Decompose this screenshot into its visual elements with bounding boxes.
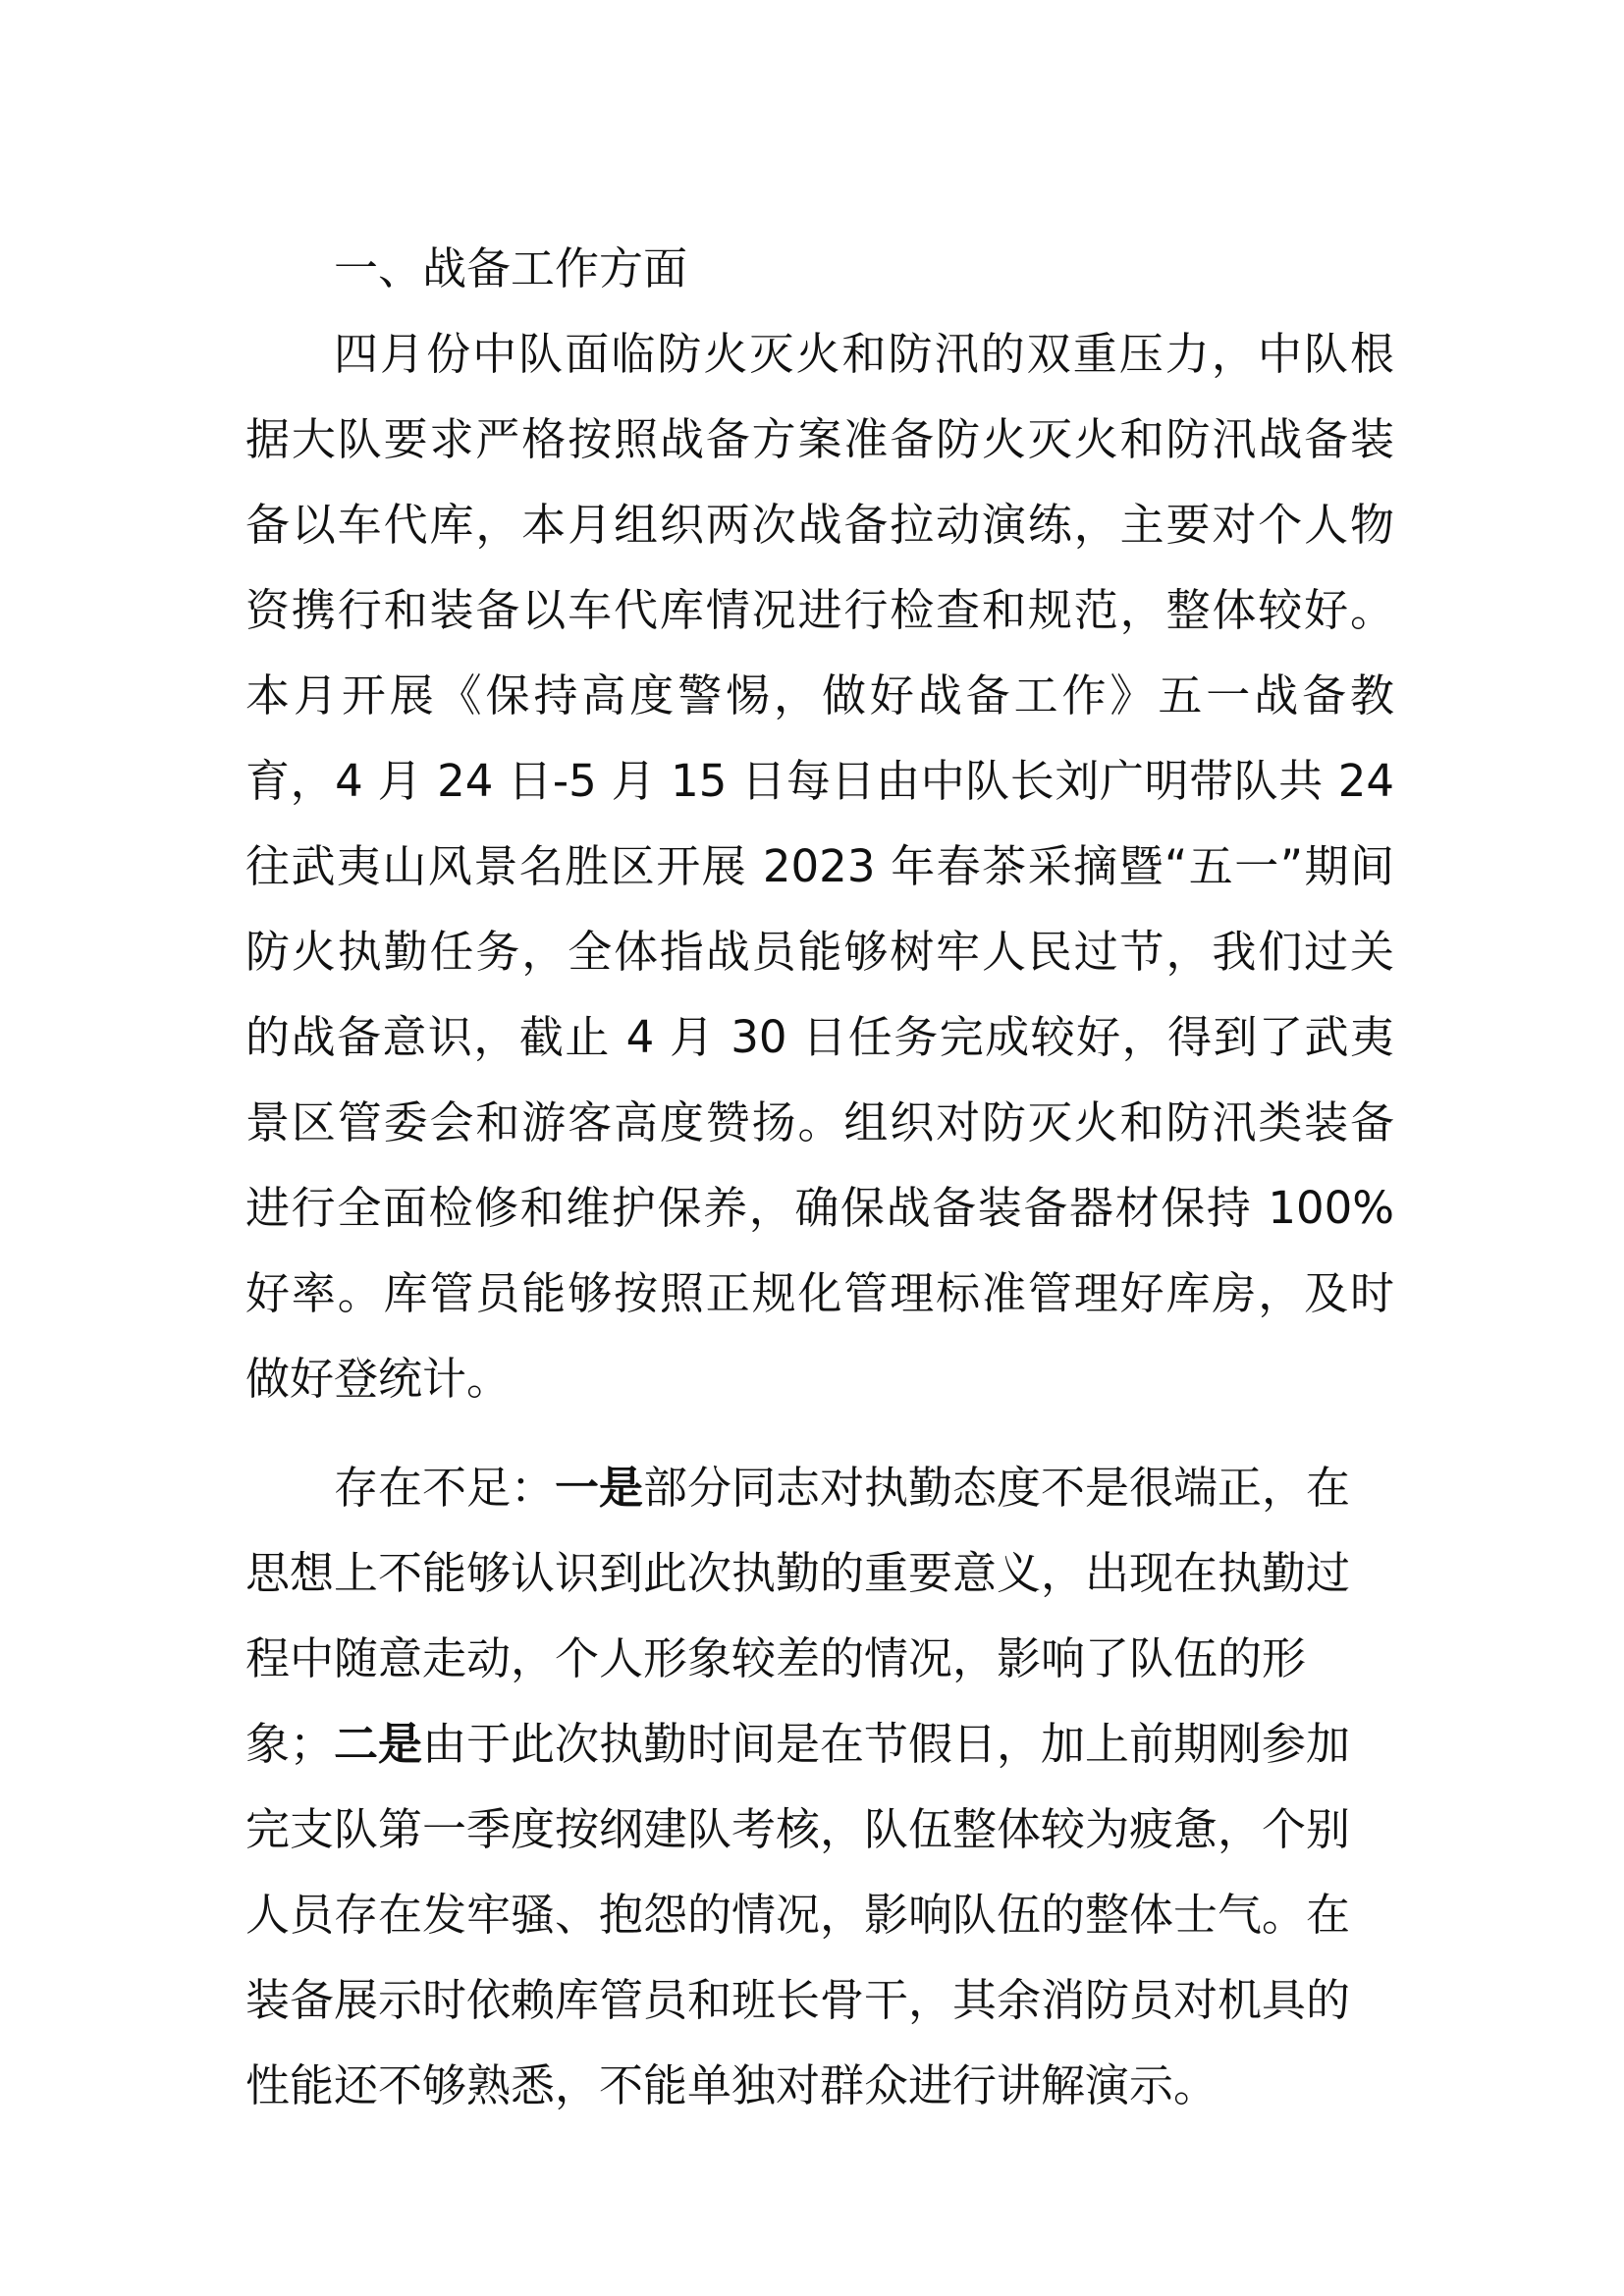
- paragraph-line: 人员存在发牢骚、抱怨的情况，影响队伍的整体士气。在: [245, 1889, 1351, 1941]
- paragraph-gap: [245, 1421, 1394, 1445]
- paragraph-line: 完支队第一季度按纲建队考核，队伍整体较为疲惫，个别: [245, 1803, 1351, 1855]
- section-heading: 一、战备工作方面: [334, 242, 688, 294]
- paragraph-line: 做好登统计。: [245, 1353, 512, 1405]
- item-text: 由于此次执勤时间是在节假日，加上前期刚参加: [422, 1718, 1351, 1770]
- paragraph-line: 防火执勤任务，全体指战员能够树牢人民过节，我们过关: [245, 926, 1394, 978]
- paragraph-line: [245, 1701, 1394, 1787]
- shortcomings-label: 存在不足：: [334, 1462, 556, 1514]
- item-text: 部分同志对执勤态度不是很端正，在: [643, 1462, 1351, 1514]
- paragraph-line: [245, 1445, 1394, 1530]
- item-marker-first: 一是: [555, 1462, 644, 1514]
- paragraph-line: 思想上不能够认识到此次执勤的重要意义，出现在执勤过: [245, 1547, 1351, 1599]
- paragraph-line: 本月开展《保持高度警惕，做好战备工作》五一战备教: [245, 669, 1394, 721]
- item-text: 象；: [245, 1718, 335, 1770]
- paragraph-line: 往武夷山风景名胜区开展 2023 年春茶采摘暨“五一”期间: [245, 840, 1394, 892]
- document-page: [245, 226, 1394, 2128]
- paragraph-line: 性能还不够熟悉，不能单独对群众进行讲解演示。: [245, 2059, 1218, 2111]
- paragraph-shortcomings: [245, 1445, 1394, 2128]
- paragraph-combat-readiness: [245, 311, 1394, 1421]
- paragraph-line: 装备展示时依赖库管员和班长骨干，其余消防员对机具的: [245, 1974, 1351, 2026]
- paragraph-line: 备以车代库，本月组织两次战备拉动演练，主要对个人物: [245, 499, 1394, 551]
- paragraph-line: 景区管委会和游客高度赞扬。组织对防灭火和防汛类装备: [245, 1096, 1394, 1148]
- paragraph-line: 进行全面检修和维护保养，确保战备装备器材保持 100%: [245, 1182, 1394, 1234]
- item-marker-second: 二是: [334, 1718, 423, 1770]
- paragraph-line: 程中随意走动，个人形象较差的情况，影响了队伍的形: [245, 1632, 1307, 1684]
- paragraph-line: 的战备意识，截止 4 月 30 日任务完成较好，得到了武夷: [245, 1011, 1394, 1063]
- paragraph-line: 四月份中队面临防火灭火和防汛的双重压力，中队根: [334, 328, 1394, 380]
- paragraph-line: 资携行和装备以车代库情况进行检查和规范，整体较好。: [245, 584, 1394, 636]
- paragraph-line: 育，4 月 24 日-5 月 15 日每日由中队长刘广明带队共 24: [245, 755, 1394, 807]
- paragraph-line: 好率。库管员能够按照正规化管理标准管理好库房，及时: [245, 1267, 1394, 1319]
- paragraph-line: 据大队要求严格按照战备方案准备防火灭火和防汛战备装: [245, 413, 1394, 465]
